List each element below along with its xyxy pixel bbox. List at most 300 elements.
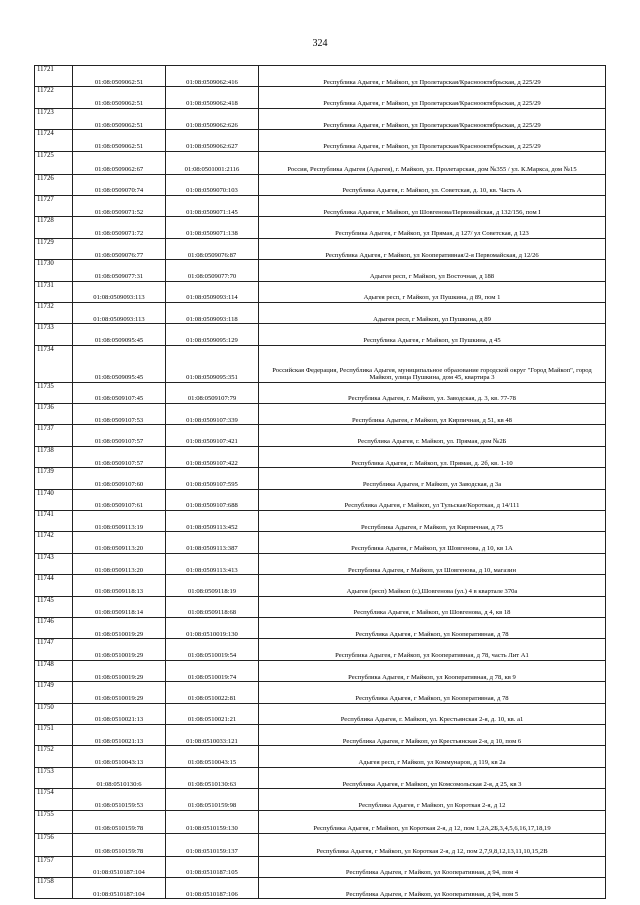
cadastral-number-text: 01:08:0510019:54	[187, 652, 237, 660]
parent-cadastral-number-cell	[73, 195, 166, 216]
address-text: Республика Адыгея, г Майкоп, ул Заводская, д 3а	[362, 481, 502, 489]
row-number-cell	[35, 281, 73, 302]
parent-cadastral-number-text: 01:08:0509062:51	[94, 121, 144, 129]
address-text: Республика Адыгея, г Майкоп, ул Кооперативная, д 78, кв 9	[348, 673, 516, 681]
row-number-cell	[35, 382, 73, 403]
address-cell	[259, 382, 606, 403]
cadastral-number-text: 01:08:0509093:114	[186, 294, 238, 302]
address-text: Республика Адыгея, г Майкоп, ул Кооперативная/2-я Первомайская, д 12/26	[325, 251, 539, 259]
address-text: Адыгея респ, г Майкоп, ул Восточная, д 188	[369, 272, 495, 280]
parent-cadastral-number-text: 01:08:0509062:67	[94, 165, 144, 173]
row-number-cell	[35, 238, 73, 259]
cadastral-number-text: 01:08:0510130:63	[187, 780, 237, 788]
row-number-text: 11754	[37, 789, 54, 797]
registry-table-body	[35, 66, 606, 899]
parent-cadastral-number-text: 01:08:0509107:57	[94, 459, 144, 467]
table-row	[35, 260, 606, 281]
cadastral-number-text: 01:08:0510019:130	[186, 630, 238, 638]
parent-cadastral-number-cell	[73, 856, 166, 877]
parent-cadastral-number-cell	[73, 553, 166, 574]
table-row	[35, 345, 606, 382]
table-row	[35, 324, 606, 345]
cadastral-number-text: 01:08:0509062:627	[186, 142, 238, 150]
table-row	[35, 382, 606, 403]
table-row	[35, 575, 606, 596]
cadastral-number-text: 01:08:0509113:413	[186, 566, 238, 574]
cadastral-number-cell	[166, 856, 259, 877]
parent-cadastral-number-text: 01:08:0509071:72	[94, 230, 144, 238]
row-number-text: 11731	[37, 281, 54, 289]
cadastral-number-text: 01:08:0510021:21	[187, 716, 237, 724]
address-text: Республика Адыгея, г Майкоп, ул Кооперативная, д 78, часть Лит А1	[335, 652, 529, 660]
cadastral-number-cell	[166, 446, 259, 467]
address-cell	[259, 833, 606, 856]
row-number-text: 11721	[37, 66, 54, 73]
address-text: Республика Адыгея, г Майкоп, ул Прямая, д 127/ ул Советская, д 123	[335, 230, 529, 238]
cadastral-number-cell	[166, 66, 259, 87]
address-text: Республика Адыгея, г Майкоп, ул Пролетарская/Краснооктябрьская, д 225/29	[323, 121, 541, 129]
table-row	[35, 682, 606, 703]
parent-cadastral-number-cell	[73, 151, 166, 174]
address-text: Республика Адыгея, г Майкоп, ул Шовгенова, д 10, магазин	[348, 566, 516, 574]
parent-cadastral-number-cell	[73, 789, 166, 810]
address-text: Республика Адыгея, г Майкоп, ул Крестьянская 2-я, д 10, пом 6	[342, 737, 522, 745]
address-cell	[259, 217, 606, 238]
row-number-cell	[35, 639, 73, 660]
address-text: Республика Адыгея, г. Майкоп, ул. Заводская, д. 3, кв. 77-78	[348, 395, 516, 403]
cadastral-number-cell	[166, 532, 259, 553]
row-number-cell	[35, 195, 73, 216]
address-cell	[259, 195, 606, 216]
row-number-cell	[35, 856, 73, 877]
table-row	[35, 639, 606, 660]
address-text: Республика Адыгея, г Майкоп, ул Кооперативная, д 78	[355, 694, 509, 702]
row-number-text: 11752	[37, 746, 54, 754]
row-number-text: 11750	[37, 703, 54, 711]
address-cell	[259, 404, 606, 425]
address-text: Республика Адыгея, г Майкоп, ул Короткая 2-я, д 12, пом 1,2А,2Б,3,4,5,6,16,17,18,19	[313, 824, 551, 832]
parent-cadastral-number-cell	[73, 324, 166, 345]
row-number-cell	[35, 703, 73, 724]
parent-cadastral-number-cell	[73, 66, 166, 87]
parent-cadastral-number-cell	[73, 639, 166, 660]
parent-cadastral-number-cell	[73, 281, 166, 302]
cadastral-number-text: 01:08:0509118:68	[187, 609, 237, 617]
cadastral-number-cell	[166, 660, 259, 681]
address-cell	[259, 468, 606, 489]
row-number-text: 11753	[37, 767, 54, 775]
address-text: Республика Адыгея, г Майкоп, ул Кирпичная, д 51, кв 48	[352, 416, 512, 424]
row-number-cell	[35, 596, 73, 617]
cadastral-number-cell	[166, 596, 259, 617]
table-row	[35, 281, 606, 302]
address-cell	[259, 446, 606, 467]
address-cell	[259, 810, 606, 833]
row-number-cell	[35, 87, 73, 108]
row-number-cell	[35, 425, 73, 446]
address-cell	[259, 596, 606, 617]
parent-cadastral-number-text: 01:08:0510159:78	[94, 847, 144, 855]
row-number-text: 11738	[37, 446, 54, 454]
cadastral-number-text: 01:08:0509113:387	[186, 545, 238, 553]
parent-cadastral-number-text: 01:08:0509107:61	[94, 502, 144, 510]
parent-cadastral-number-text: 01:08:0509062:51	[94, 78, 144, 86]
parent-cadastral-number-text: 01:08:0509070:74	[94, 187, 144, 195]
cadastral-number-text: 01:08:0510033:121	[186, 737, 238, 745]
address-cell	[259, 174, 606, 195]
cadastral-number-text: 01:08:0510187:106	[186, 890, 238, 898]
parent-cadastral-number-text: 01:08:0510021:13	[94, 716, 144, 724]
cadastral-number-text: 01:08:0509062:418	[186, 100, 238, 108]
address-text: Республика Адыгея, г Майкоп, ул Шовгенова, д 4, кв 18	[353, 609, 511, 617]
address-text: Республика Адыгея, г Майкоп, ул Кооперативная, д 94, пом 5	[345, 890, 519, 898]
address-text: Республика Адыгея, г Майкоп, ул Короткая 2-я, д 12, пом 2,7,9,8,12,13,11,10,15,2В	[316, 847, 548, 855]
cadastral-number-cell	[166, 238, 259, 259]
address-cell	[259, 345, 606, 382]
cadastral-number-text: 01:08:0510159:130	[186, 824, 238, 832]
cadastral-number-cell	[166, 511, 259, 532]
row-number-cell	[35, 532, 73, 553]
parent-cadastral-number-text: 01:08:0509107:45	[94, 395, 144, 403]
address-cell	[259, 130, 606, 151]
row-number-text: 11756	[37, 833, 54, 841]
row-number-cell	[35, 789, 73, 810]
row-number-text: 11757	[37, 856, 54, 864]
address-cell	[259, 724, 606, 745]
row-number-text: 11734	[37, 345, 54, 353]
row-number-cell	[35, 660, 73, 681]
cadastral-number-text: 01:08:0509071:145	[186, 208, 238, 216]
parent-cadastral-number-cell	[73, 425, 166, 446]
cadastral-number-text: 01:08:0509107:339	[186, 416, 238, 424]
row-number-cell	[35, 617, 73, 638]
parent-cadastral-number-cell	[73, 724, 166, 745]
row-number-cell	[35, 66, 73, 87]
table-row	[35, 596, 606, 617]
cadastral-number-cell	[166, 489, 259, 510]
parent-cadastral-number-cell	[73, 345, 166, 382]
parent-cadastral-number-cell	[73, 877, 166, 898]
cadastral-number-cell	[166, 174, 259, 195]
table-row	[35, 833, 606, 856]
table-row	[35, 302, 606, 323]
parent-cadastral-number-cell	[73, 532, 166, 553]
cadastral-number-text: 01:08:0509095:129	[186, 337, 238, 345]
address-cell	[259, 877, 606, 898]
address-cell	[259, 575, 606, 596]
table-row	[35, 468, 606, 489]
parent-cadastral-number-cell	[73, 174, 166, 195]
row-number-cell	[35, 767, 73, 788]
row-number-text: 11740	[37, 489, 54, 497]
table-row	[35, 404, 606, 425]
cadastral-number-text: 01:08:0509107:595	[186, 481, 238, 489]
address-text: Республика Адыгея, г Майкоп, ул Кооперативная, д 78	[355, 630, 509, 638]
cadastral-number-cell	[166, 682, 259, 703]
cadastral-number-cell	[166, 281, 259, 302]
row-number-cell	[35, 682, 73, 703]
address-cell	[259, 553, 606, 574]
cadastral-number-text: 01:08:0509062:416	[186, 78, 238, 86]
cadastral-number-cell	[166, 302, 259, 323]
parent-cadastral-number-cell	[73, 404, 166, 425]
address-cell	[259, 639, 606, 660]
parent-cadastral-number-cell	[73, 130, 166, 151]
address-text: Республика Адыгея, г Майкоп, ул Комсомольская 2-я, д 25, кв 3	[342, 780, 522, 788]
table-row	[35, 238, 606, 259]
address-text: Республика Адыгея, г Майкоп, ул Кирпичная, д 75	[360, 523, 504, 531]
row-number-text: 11733	[37, 324, 54, 332]
parent-cadastral-number-text: 01:08:0509093:113	[93, 315, 145, 323]
address-cell	[259, 703, 606, 724]
parent-cadastral-number-cell	[73, 446, 166, 467]
parent-cadastral-number-cell	[73, 746, 166, 767]
parent-cadastral-number-cell	[73, 468, 166, 489]
address-text: Адыгея (респ) Майкоп (г.),Шовгенова (ул.) 4 в квартале 370а	[346, 588, 518, 595]
cadastral-number-text: 01:08:0510019:74	[187, 673, 237, 681]
row-number-text: 11751	[37, 724, 54, 732]
cadastral-number-text: 01:08:0509107:421	[186, 438, 238, 446]
row-number-text: 11758	[37, 877, 54, 885]
address-text: Адыгея респ, г Майкоп, ул Пушкина, д 89	[373, 315, 491, 323]
table-row	[35, 746, 606, 767]
row-number-cell	[35, 260, 73, 281]
cadastral-number-cell	[166, 217, 259, 238]
parent-cadastral-number-cell	[73, 238, 166, 259]
address-cell	[259, 617, 606, 638]
table-row	[35, 108, 606, 129]
cadastral-number-cell	[166, 746, 259, 767]
table-row	[35, 617, 606, 638]
row-number-cell	[35, 833, 73, 856]
parent-cadastral-number-text: 01:08:0510019:29	[94, 694, 144, 702]
address-cell	[259, 66, 606, 87]
table-row	[35, 195, 606, 216]
row-number-cell	[35, 575, 73, 596]
address-text: Республика Адыгея, г. Майкоп, ул. Прямая, д. 2б, кв. 1-10	[351, 459, 513, 467]
row-number-text: 11722	[37, 87, 54, 95]
parent-cadastral-number-cell	[73, 489, 166, 510]
address-cell	[259, 238, 606, 259]
cadastral-number-text: 01:08:0509107:688	[186, 502, 238, 510]
cadastral-number-cell	[166, 789, 259, 810]
table-row	[35, 856, 606, 877]
cadastral-number-text: 01:08:0509062:626	[186, 121, 238, 129]
registry-table	[34, 65, 606, 899]
cadastral-number-cell	[166, 468, 259, 489]
address-cell	[259, 682, 606, 703]
address-text: Республика Адыгея, г Майкоп, ул Тульская/Короткая, д 14/111	[344, 502, 520, 510]
cadastral-number-cell	[166, 639, 259, 660]
parent-cadastral-number-text: 01:08:0509095:45	[94, 374, 144, 382]
address-text: Республика Адыгея, г Майкоп, ул Короткая 2-я, д 12	[358, 801, 506, 809]
table-row	[35, 425, 606, 446]
parent-cadastral-number-text: 01:08:0510019:29	[94, 673, 144, 681]
parent-cadastral-number-cell	[73, 682, 166, 703]
table-row	[35, 66, 606, 87]
cadastral-number-text: 01:08:0510159:98	[187, 801, 237, 809]
parent-cadastral-number-text: 01:08:0510187:104	[93, 869, 145, 877]
address-cell	[259, 660, 606, 681]
address-cell	[259, 324, 606, 345]
address-text: Республика Адыгея, г. Майкоп, ул. Советская, д. 10, кв. Часть А	[342, 187, 522, 195]
address-text: Республика Адыгея, г Майкоп, ул Кооперативная, д 94, пом 4	[345, 869, 519, 877]
table-row	[35, 789, 606, 810]
row-number-cell	[35, 746, 73, 767]
cadastral-number-text: 01:08:0510043:15	[187, 759, 237, 767]
parent-cadastral-number-cell	[73, 596, 166, 617]
parent-cadastral-number-text: 01:08:0509095:45	[94, 337, 144, 345]
row-number-text: 11739	[37, 468, 54, 476]
parent-cadastral-number-cell	[73, 108, 166, 129]
row-number-text: 11735	[37, 382, 54, 390]
row-number-cell	[35, 404, 73, 425]
cadastral-number-text: 01:08:0510159:137	[186, 847, 238, 855]
address-cell	[259, 425, 606, 446]
row-number-cell	[35, 468, 73, 489]
address-cell	[259, 856, 606, 877]
row-number-text: 11745	[37, 596, 54, 604]
table-row	[35, 446, 606, 467]
cadastral-number-cell	[166, 425, 259, 446]
cadastral-number-text: 01:08:0501001:2116	[184, 165, 240, 173]
address-text: Республика Адыгея, г Майкоп, ул Пролетарская/Краснооктябрьская, д 225/29	[323, 142, 541, 150]
table-row	[35, 87, 606, 108]
parent-cadastral-number-text: 01:08:0510130:6	[96, 780, 142, 788]
row-number-cell	[35, 511, 73, 532]
cadastral-number-cell	[166, 382, 259, 403]
parent-cadastral-number-text: 01:08:0509107:57	[94, 438, 144, 446]
row-number-text: 11741	[37, 511, 54, 519]
row-number-cell	[35, 174, 73, 195]
table-row	[35, 217, 606, 238]
row-number-cell	[35, 217, 73, 238]
parent-cadastral-number-cell	[73, 511, 166, 532]
parent-cadastral-number-text: 01:08:0509093:113	[93, 294, 145, 302]
address-cell	[259, 532, 606, 553]
table-row	[35, 174, 606, 195]
parent-cadastral-number-text: 01:08:0509077:31	[94, 272, 144, 280]
address-cell	[259, 151, 606, 174]
parent-cadastral-number-text: 01:08:0509107:53	[94, 416, 144, 424]
address-cell	[259, 489, 606, 510]
address-cell	[259, 108, 606, 129]
address-text: Российская Федерация, Республика Адыгея, муниципальное образование городской округ "Город Майкоп", город Майкоп, улица Пушкина, дом 45, квартира 3	[272, 366, 592, 382]
cadastral-number-text: 01:08:0510187:105	[186, 869, 238, 877]
parent-cadastral-number-cell	[73, 617, 166, 638]
row-number-cell	[35, 345, 73, 382]
cadastral-number-text: 01:08:0509107:79	[187, 395, 237, 403]
parent-cadastral-number-text: 01:08:0510159:78	[94, 824, 144, 832]
row-number-text: 11746	[37, 617, 54, 625]
address-cell	[259, 746, 606, 767]
row-number-text: 11724	[37, 130, 54, 138]
table-row	[35, 660, 606, 681]
cadastral-number-text: 01:08:0509095:351	[186, 374, 238, 382]
parent-cadastral-number-text: 01:08:0509113:20	[94, 566, 144, 574]
cadastral-number-text: 01:08:0509107:422	[186, 459, 238, 467]
parent-cadastral-number-text: 01:08:0510019:29	[94, 652, 144, 660]
parent-cadastral-number-text: 01:08:0510043:13	[94, 759, 144, 767]
parent-cadastral-number-text: 01:08:0509113:20	[94, 545, 144, 553]
parent-cadastral-number-text: 01:08:0509062:51	[94, 100, 144, 108]
address-cell	[259, 511, 606, 532]
parent-cadastral-number-text: 01:08:0510187:104	[93, 890, 145, 898]
row-number-cell	[35, 446, 73, 467]
parent-cadastral-number-text: 01:08:0509071:52	[94, 208, 144, 216]
cadastral-number-text: 01:08:0509070:103	[186, 187, 238, 195]
table-row	[35, 489, 606, 510]
row-number-cell	[35, 324, 73, 345]
table-row	[35, 532, 606, 553]
cadastral-number-cell	[166, 767, 259, 788]
row-number-text: 11744	[37, 575, 54, 583]
parent-cadastral-number-cell	[73, 810, 166, 833]
cadastral-number-text: 01:08:0509118:19	[187, 588, 237, 595]
cadastral-number-cell	[166, 108, 259, 129]
row-number-text: 11755	[37, 810, 54, 818]
row-number-text: 11736	[37, 404, 54, 412]
cadastral-number-cell	[166, 324, 259, 345]
address-text: Адыгея респ, г Майкоп, ул Коммунаров, д 119, кв 2а	[358, 759, 506, 767]
table-row	[35, 724, 606, 745]
cadastral-number-cell	[166, 703, 259, 724]
table-row	[35, 511, 606, 532]
row-number-cell	[35, 489, 73, 510]
cadastral-number-cell	[166, 617, 259, 638]
cadastral-number-cell	[166, 151, 259, 174]
cadastral-number-cell	[166, 553, 259, 574]
cadastral-number-text: 01:08:0509077:70	[187, 272, 237, 280]
row-number-cell	[35, 130, 73, 151]
parent-cadastral-number-text: 01:08:0510019:29	[94, 630, 144, 638]
cadastral-number-cell	[166, 345, 259, 382]
table-row	[35, 767, 606, 788]
parent-cadastral-number-cell	[73, 660, 166, 681]
cadastral-number-cell	[166, 195, 259, 216]
row-number-text: 11725	[37, 151, 54, 159]
parent-cadastral-number-cell	[73, 382, 166, 403]
table-row	[35, 553, 606, 574]
cadastral-number-cell	[166, 404, 259, 425]
address-text: Республика Адыгея, г Майкоп, ул Пролетарская/Краснооктябрьская, д 225/29	[323, 100, 541, 108]
cadastral-number-text: 01:08:0509071:138	[186, 230, 238, 238]
cadastral-number-cell	[166, 810, 259, 833]
address-cell	[259, 789, 606, 810]
address-text: Республика Адыгея, г Майкоп, ул Шовгенова, д 10, кв 1А	[351, 545, 513, 553]
row-number-text: 11732	[37, 302, 54, 310]
cadastral-number-cell	[166, 87, 259, 108]
row-number-text: 11748	[37, 660, 54, 668]
parent-cadastral-number-text: 01:08:0509118:14	[94, 609, 144, 617]
cadastral-number-cell	[166, 877, 259, 898]
cadastral-number-cell	[166, 724, 259, 745]
row-number-cell	[35, 108, 73, 129]
parent-cadastral-number-cell	[73, 767, 166, 788]
address-text: Республика Адыгея, г Майкоп, ул Шовгенова/Первомайская, д 132/156, пом I	[323, 208, 541, 216]
table-row	[35, 130, 606, 151]
table-row	[35, 151, 606, 174]
address-text: Республика Адыгея, г Майкоп, ул Пушкина, д 45	[363, 337, 501, 345]
parent-cadastral-number-text: 01:08:0510021:13	[94, 737, 144, 745]
row-number-text: 11743	[37, 553, 54, 561]
row-number-cell	[35, 553, 73, 574]
parent-cadastral-number-cell	[73, 833, 166, 856]
cadastral-number-cell	[166, 575, 259, 596]
parent-cadastral-number-cell	[73, 703, 166, 724]
address-cell	[259, 767, 606, 788]
row-number-cell	[35, 724, 73, 745]
